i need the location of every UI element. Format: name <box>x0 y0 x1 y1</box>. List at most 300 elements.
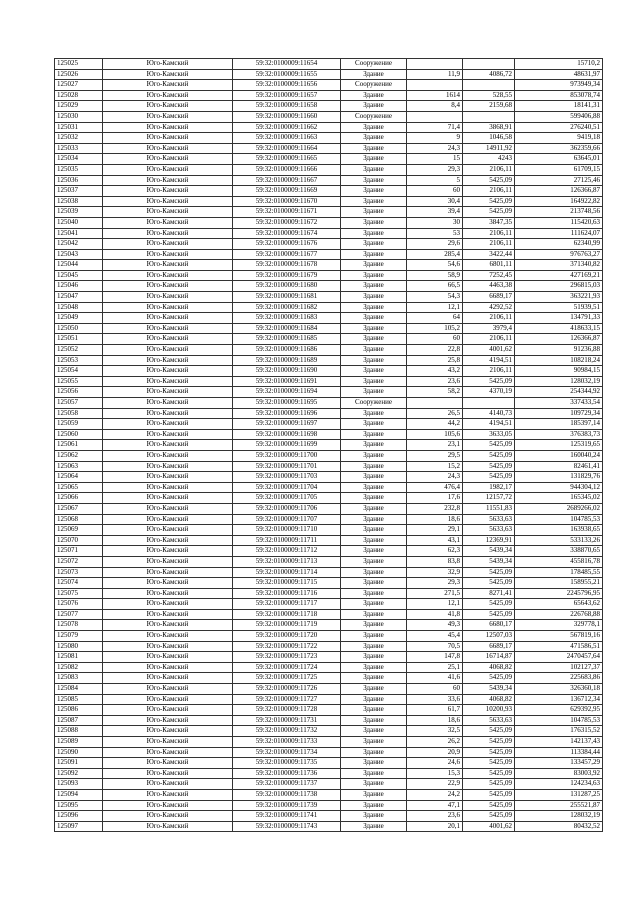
table-row <box>55 556 603 567</box>
object-type-cell: Здание <box>341 609 407 620</box>
table-row <box>55 154 603 165</box>
object-type-cell: Сооружение <box>341 111 407 122</box>
table-row <box>55 535 603 546</box>
object-type-cell: Сооружение <box>341 80 407 91</box>
cadastral-number-cell: 59:32:0100009:11715 <box>233 578 341 589</box>
object-type-cell: Здание <box>341 705 407 716</box>
specific-value-cell: 4001,62 <box>463 345 515 356</box>
specific-value-cell: 4194,51 <box>463 419 515 430</box>
table-row <box>55 673 603 684</box>
cadastral-number-cell: 59:32:0100009:11743 <box>233 821 341 832</box>
district-cell: Юго-Камский <box>103 260 233 271</box>
area-cell: 53 <box>407 228 463 239</box>
area-cell: 30 <box>407 217 463 228</box>
object-type-cell: Здание <box>341 366 407 377</box>
cadastral-value-cell: 104785,53 <box>515 514 603 525</box>
district-cell: Юго-Камский <box>103 652 233 663</box>
district-cell: Юго-Камский <box>103 281 233 292</box>
cadastral-value-table-page <box>54 58 602 832</box>
row-number-cell: 125025 <box>55 59 103 70</box>
cadastral-number-cell: 59:32:0100009:11717 <box>233 599 341 610</box>
row-number-cell: 125088 <box>55 726 103 737</box>
row-number-cell: 125036 <box>55 175 103 186</box>
object-type-cell: Здание <box>341 440 407 451</box>
district-cell: Юго-Камский <box>103 345 233 356</box>
specific-value-cell: 12369,91 <box>463 535 515 546</box>
district-cell: Юго-Камский <box>103 821 233 832</box>
specific-value-cell: 5425,09 <box>463 779 515 790</box>
specific-value-cell: 4001,62 <box>463 821 515 832</box>
area-cell: 24,3 <box>407 472 463 483</box>
cadastral-value-cell: 418633,15 <box>515 323 603 334</box>
object-type-cell: Здание <box>341 450 407 461</box>
object-type-cell: Здание <box>341 726 407 737</box>
specific-value-cell: 5425,09 <box>463 440 515 451</box>
cadastral-value-cell: 126366,87 <box>515 334 603 345</box>
area-cell: 66,5 <box>407 281 463 292</box>
object-type-cell: Здание <box>341 694 407 705</box>
specific-value-cell: 2106,11 <box>463 334 515 345</box>
object-type-cell: Сооружение <box>341 59 407 70</box>
district-cell: Юго-Камский <box>103 705 233 716</box>
row-number-cell: 125033 <box>55 143 103 154</box>
object-type-cell: Здание <box>341 535 407 546</box>
cadastral-number-cell: 59:32:0100009:11733 <box>233 737 341 748</box>
table-row <box>55 323 603 334</box>
table-row <box>55 196 603 207</box>
table-row <box>55 292 603 303</box>
row-number-cell: 125029 <box>55 101 103 112</box>
object-type-cell: Здание <box>341 313 407 324</box>
row-number-cell: 125097 <box>55 821 103 832</box>
cadastral-number-cell: 59:32:0100009:11663 <box>233 133 341 144</box>
area-cell: 24,6 <box>407 758 463 769</box>
district-cell: Юго-Камский <box>103 450 233 461</box>
table-row <box>55 228 603 239</box>
object-type-cell: Здание <box>341 715 407 726</box>
specific-value-cell <box>463 111 515 122</box>
specific-value-cell: 5425,09 <box>463 175 515 186</box>
specific-value-cell: 3868,91 <box>463 122 515 133</box>
row-number-cell: 125048 <box>55 302 103 313</box>
row-number-cell: 125030 <box>55 111 103 122</box>
row-number-cell: 125042 <box>55 239 103 250</box>
area-cell: 25,8 <box>407 355 463 366</box>
row-number-cell: 125041 <box>55 228 103 239</box>
table-row <box>55 260 603 271</box>
cadastral-number-cell: 59:32:0100009:11655 <box>233 69 341 80</box>
specific-value-cell: 11551,83 <box>463 503 515 514</box>
row-number-cell: 125053 <box>55 355 103 366</box>
table-row <box>55 503 603 514</box>
district-cell: Юго-Камский <box>103 631 233 642</box>
cadastral-value-cell: 18141,31 <box>515 101 603 112</box>
area-cell: 45,4 <box>407 631 463 642</box>
table-row <box>55 59 603 70</box>
district-cell: Юго-Камский <box>103 175 233 186</box>
object-type-cell: Здание <box>341 789 407 800</box>
cadastral-value-cell: 65643,62 <box>515 599 603 610</box>
object-type-cell: Здание <box>341 578 407 589</box>
district-cell: Юго-Камский <box>103 758 233 769</box>
cadastral-number-cell: 59:32:0100009:11697 <box>233 419 341 430</box>
district-cell: Юго-Камский <box>103 164 233 175</box>
specific-value-cell: 4068,82 <box>463 662 515 673</box>
specific-value-cell: 12507,03 <box>463 631 515 642</box>
area-cell: 64 <box>407 313 463 324</box>
table-row <box>55 111 603 122</box>
specific-value-cell: 5425,09 <box>463 207 515 218</box>
district-cell: Юго-Камский <box>103 567 233 578</box>
district-cell: Юго-Камский <box>103 599 233 610</box>
cadastral-value-cell: 225683,86 <box>515 673 603 684</box>
row-number-cell: 125074 <box>55 578 103 589</box>
area-cell: 60 <box>407 186 463 197</box>
district-cell: Юго-Камский <box>103 800 233 811</box>
area-cell: 12,1 <box>407 302 463 313</box>
cadastral-number-cell: 59:32:0100009:11723 <box>233 652 341 663</box>
object-type-cell: Здание <box>341 461 407 472</box>
district-cell: Юго-Камский <box>103 461 233 472</box>
area-cell: 41,8 <box>407 609 463 620</box>
object-type-cell: Здание <box>341 239 407 250</box>
specific-value-cell: 5425,09 <box>463 567 515 578</box>
specific-value-cell: 1046,58 <box>463 133 515 144</box>
area-cell: 22,9 <box>407 779 463 790</box>
specific-value-cell: 5425,09 <box>463 461 515 472</box>
object-type-cell: Здание <box>341 260 407 271</box>
specific-value-cell: 5425,09 <box>463 768 515 779</box>
object-type-cell: Здание <box>341 270 407 281</box>
row-number-cell: 125055 <box>55 376 103 387</box>
specific-value-cell: 2106,11 <box>463 164 515 175</box>
object-type-cell: Здание <box>341 419 407 430</box>
table-row <box>55 705 603 716</box>
cadastral-number-cell: 59:32:0100009:11691 <box>233 376 341 387</box>
row-number-cell: 125076 <box>55 599 103 610</box>
area-cell: 71,4 <box>407 122 463 133</box>
district-cell: Юго-Камский <box>103 726 233 737</box>
specific-value-cell: 5633,63 <box>463 514 515 525</box>
cadastral-number-cell: 59:32:0100009:11683 <box>233 313 341 324</box>
area-cell: 15 <box>407 154 463 165</box>
cadastral-value-cell: 362359,66 <box>515 143 603 154</box>
table-row <box>55 768 603 779</box>
area-cell: 12,1 <box>407 599 463 610</box>
cadastral-number-cell: 59:32:0100009:11696 <box>233 408 341 419</box>
cadastral-value-cell: 115420,63 <box>515 217 603 228</box>
table-row <box>55 578 603 589</box>
object-type-cell: Здание <box>341 175 407 186</box>
table-row <box>55 662 603 673</box>
cadastral-value-cell: 455816,78 <box>515 556 603 567</box>
specific-value-cell <box>463 80 515 91</box>
table-row <box>55 249 603 260</box>
row-number-cell: 125039 <box>55 207 103 218</box>
row-number-cell: 125067 <box>55 503 103 514</box>
object-type-cell: Здание <box>341 408 407 419</box>
cadastral-value-cell: 90984,15 <box>515 366 603 377</box>
area-cell: 24,2 <box>407 789 463 800</box>
table-row <box>55 684 603 695</box>
district-cell: Юго-Камский <box>103 525 233 536</box>
cadastral-number-cell: 59:32:0100009:11736 <box>233 768 341 779</box>
specific-value-cell: 5425,09 <box>463 737 515 748</box>
row-number-cell: 125079 <box>55 631 103 642</box>
district-cell: Юго-Камский <box>103 811 233 822</box>
specific-value-cell: 3422,44 <box>463 249 515 260</box>
specific-value-cell <box>463 59 515 70</box>
area-cell: 70,5 <box>407 641 463 652</box>
object-type-cell: Здание <box>341 800 407 811</box>
row-number-cell: 125051 <box>55 334 103 345</box>
object-type-cell: Здание <box>341 737 407 748</box>
table-row <box>55 164 603 175</box>
table-row <box>55 101 603 112</box>
district-cell: Юго-Камский <box>103 302 233 313</box>
cadastral-number-cell: 59:32:0100009:11699 <box>233 440 341 451</box>
row-number-cell: 125052 <box>55 345 103 356</box>
object-type-cell: Здание <box>341 217 407 228</box>
table-row <box>55 387 603 398</box>
area-cell: 29,6 <box>407 239 463 250</box>
row-number-cell: 125064 <box>55 472 103 483</box>
cadastral-value-cell: 27125,46 <box>515 175 603 186</box>
object-type-cell: Здание <box>341 758 407 769</box>
district-cell: Юго-Камский <box>103 429 233 440</box>
area-cell: 285,4 <box>407 249 463 260</box>
cadastral-number-cell: 59:32:0100009:11712 <box>233 546 341 557</box>
district-cell: Юго-Камский <box>103 186 233 197</box>
district-cell: Юго-Камский <box>103 546 233 557</box>
district-cell: Юго-Камский <box>103 334 233 345</box>
cadastral-number-cell: 59:32:0100009:11662 <box>233 122 341 133</box>
row-number-cell: 125078 <box>55 620 103 631</box>
cadastral-number-cell: 59:32:0100009:11686 <box>233 345 341 356</box>
cadastral-number-cell: 59:32:0100009:11707 <box>233 514 341 525</box>
area-cell: 58,2 <box>407 387 463 398</box>
object-type-cell: Здание <box>341 768 407 779</box>
area-cell: 232,8 <box>407 503 463 514</box>
area-cell <box>407 59 463 70</box>
table-row <box>55 631 603 642</box>
specific-value-cell: 528,55 <box>463 90 515 101</box>
object-type-cell: Здание <box>341 154 407 165</box>
district-cell: Юго-Камский <box>103 366 233 377</box>
cadastral-number-cell: 59:32:0100009:11656 <box>233 80 341 91</box>
cadastral-value-cell: 376383,73 <box>515 429 603 440</box>
cadastral-number-cell: 59:32:0100009:11727 <box>233 694 341 705</box>
specific-value-cell: 6689,17 <box>463 641 515 652</box>
row-number-cell: 125075 <box>55 588 103 599</box>
object-type-cell: Здание <box>341 302 407 313</box>
table-row <box>55 313 603 324</box>
object-type-cell: Здание <box>341 228 407 239</box>
cadastral-value-table <box>54 58 603 832</box>
district-cell: Юго-Камский <box>103 684 233 695</box>
area-cell <box>407 111 463 122</box>
object-type-cell: Здание <box>341 684 407 695</box>
cadastral-value-cell: 104785,53 <box>515 715 603 726</box>
object-type-cell: Здание <box>341 821 407 832</box>
table-row <box>55 355 603 366</box>
district-cell: Юго-Камский <box>103 641 233 652</box>
cadastral-value-cell: 213748,56 <box>515 207 603 218</box>
cadastral-value-cell: 131829,76 <box>515 472 603 483</box>
table-row <box>55 270 603 281</box>
cadastral-value-cell: 62340,99 <box>515 239 603 250</box>
area-cell: 23,6 <box>407 376 463 387</box>
table-row <box>55 747 603 758</box>
cadastral-number-cell: 59:32:0100009:11737 <box>233 779 341 790</box>
area-cell: 83,8 <box>407 556 463 567</box>
cadastral-number-cell: 59:32:0100009:11666 <box>233 164 341 175</box>
specific-value-cell: 5425,09 <box>463 196 515 207</box>
cadastral-number-cell: 59:32:0100009:11670 <box>233 196 341 207</box>
cadastral-number-cell: 59:32:0100009:11735 <box>233 758 341 769</box>
cadastral-number-cell: 59:32:0100009:11713 <box>233 556 341 567</box>
object-type-cell: Здание <box>341 90 407 101</box>
object-type-cell: Здание <box>341 599 407 610</box>
table-row <box>55 398 603 409</box>
area-cell: 60 <box>407 684 463 695</box>
cadastral-value-cell: 176315,52 <box>515 726 603 737</box>
area-cell: 26,5 <box>407 408 463 419</box>
district-cell: Юго-Камский <box>103 196 233 207</box>
cadastral-number-cell: 59:32:0100009:11654 <box>233 59 341 70</box>
area-cell: 17,6 <box>407 493 463 504</box>
table-row <box>55 207 603 218</box>
area-cell: 29,3 <box>407 164 463 175</box>
row-number-cell: 125058 <box>55 408 103 419</box>
table-row <box>55 334 603 345</box>
area-cell: 15,2 <box>407 461 463 472</box>
district-cell: Юго-Камский <box>103 355 233 366</box>
specific-value-cell: 6801,11 <box>463 260 515 271</box>
row-number-cell: 125073 <box>55 567 103 578</box>
object-type-cell: Здание <box>341 133 407 144</box>
row-number-cell: 125034 <box>55 154 103 165</box>
cadastral-number-cell: 59:32:0100009:11677 <box>233 249 341 260</box>
specific-value-cell: 6689,17 <box>463 292 515 303</box>
cadastral-value-cell: 124234,63 <box>515 779 603 790</box>
specific-value-cell: 5439,34 <box>463 684 515 695</box>
table-row <box>55 620 603 631</box>
object-type-cell: Здание <box>341 620 407 631</box>
cadastral-value-cell: 51939,51 <box>515 302 603 313</box>
table-row <box>55 821 603 832</box>
area-cell: 24,3 <box>407 143 463 154</box>
table-row <box>55 122 603 133</box>
district-cell: Юго-Камский <box>103 514 233 525</box>
row-number-cell: 125026 <box>55 69 103 80</box>
object-type-cell: Здание <box>341 525 407 536</box>
cadastral-value-cell: 128032,19 <box>515 811 603 822</box>
specific-value-cell: 4140,73 <box>463 408 515 419</box>
specific-value-cell: 2106,11 <box>463 186 515 197</box>
row-number-cell: 125038 <box>55 196 103 207</box>
cadastral-value-cell: 163938,65 <box>515 525 603 536</box>
area-cell: 47,1 <box>407 800 463 811</box>
area-cell: 15,3 <box>407 768 463 779</box>
row-number-cell: 125070 <box>55 535 103 546</box>
cadastral-value-cell: 427169,21 <box>515 270 603 281</box>
cadastral-number-cell: 59:32:0100009:11711 <box>233 535 341 546</box>
table-row <box>55 408 603 419</box>
district-cell: Юго-Камский <box>103 217 233 228</box>
table-row <box>55 461 603 472</box>
object-type-cell: Здание <box>341 567 407 578</box>
district-cell: Юго-Камский <box>103 503 233 514</box>
cadastral-value-cell: 254344,92 <box>515 387 603 398</box>
district-cell: Юго-Камский <box>103 143 233 154</box>
cadastral-number-cell: 59:32:0100009:11676 <box>233 239 341 250</box>
specific-value-cell: 14911,92 <box>463 143 515 154</box>
row-number-cell: 125059 <box>55 419 103 430</box>
area-cell: 54,3 <box>407 292 463 303</box>
row-number-cell: 125063 <box>55 461 103 472</box>
district-cell: Юго-Камский <box>103 59 233 70</box>
specific-value-cell: 2106,11 <box>463 228 515 239</box>
table-row <box>55 80 603 91</box>
cadastral-value-cell: 48631,97 <box>515 69 603 80</box>
table-row <box>55 737 603 748</box>
object-type-cell: Здание <box>341 164 407 175</box>
cadastral-number-cell: 59:32:0100009:11720 <box>233 631 341 642</box>
district-cell: Юго-Камский <box>103 133 233 144</box>
district-cell: Юго-Камский <box>103 376 233 387</box>
area-cell: 60 <box>407 334 463 345</box>
row-number-cell: 125044 <box>55 260 103 271</box>
cadastral-value-cell: 165345,02 <box>515 493 603 504</box>
area-cell: 41,6 <box>407 673 463 684</box>
table-row <box>55 715 603 726</box>
row-number-cell: 125069 <box>55 525 103 536</box>
district-cell: Юго-Камский <box>103 588 233 599</box>
table-row <box>55 366 603 377</box>
specific-value-cell: 6680,17 <box>463 620 515 631</box>
cadastral-number-cell: 59:32:0100009:11657 <box>233 90 341 101</box>
district-cell: Юго-Камский <box>103 694 233 705</box>
row-number-cell: 125077 <box>55 609 103 620</box>
table-row <box>55 800 603 811</box>
table-row <box>55 186 603 197</box>
district-cell: Юго-Камский <box>103 239 233 250</box>
cadastral-number-cell: 59:32:0100009:11710 <box>233 525 341 536</box>
cadastral-value-cell: 131287,25 <box>515 789 603 800</box>
area-cell: 11,9 <box>407 69 463 80</box>
district-cell: Юго-Камский <box>103 207 233 218</box>
row-number-cell: 125087 <box>55 715 103 726</box>
area-cell: 20,9 <box>407 747 463 758</box>
object-type-cell: Здание <box>341 779 407 790</box>
table-body <box>55 59 603 832</box>
cadastral-number-cell: 59:32:0100009:11722 <box>233 641 341 652</box>
specific-value-cell: 5633,63 <box>463 525 515 536</box>
cadastral-value-cell: 2470457,64 <box>515 652 603 663</box>
cadastral-number-cell: 59:32:0100009:11738 <box>233 789 341 800</box>
object-type-cell: Здание <box>341 429 407 440</box>
specific-value-cell: 5425,09 <box>463 450 515 461</box>
row-number-cell: 125092 <box>55 768 103 779</box>
row-number-cell: 125072 <box>55 556 103 567</box>
row-number-cell: 125057 <box>55 398 103 409</box>
object-type-cell: Здание <box>341 631 407 642</box>
area-cell: 58,9 <box>407 270 463 281</box>
area-cell: 33,6 <box>407 694 463 705</box>
cadastral-value-cell: 976763,27 <box>515 249 603 260</box>
row-number-cell: 125031 <box>55 122 103 133</box>
